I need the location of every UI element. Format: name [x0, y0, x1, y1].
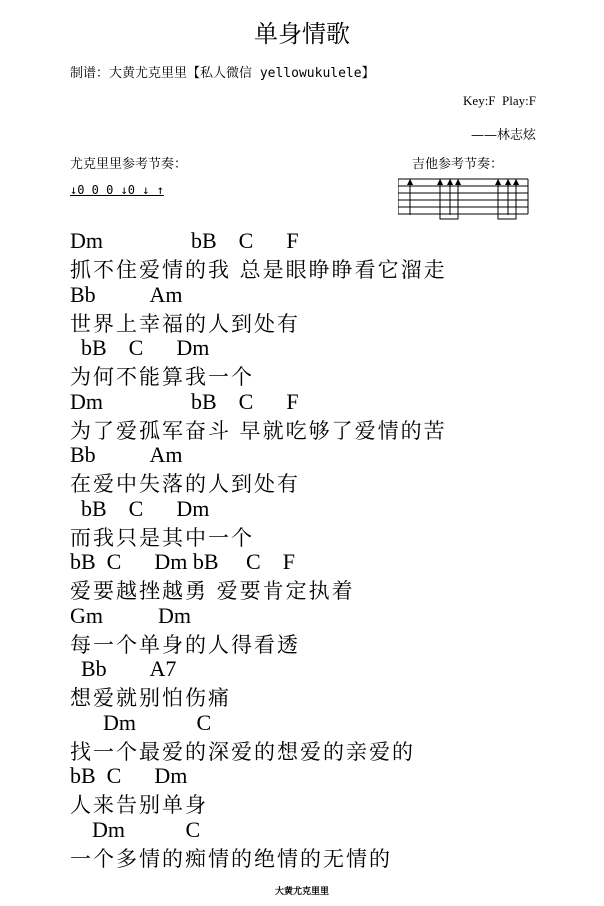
artist-name: ——林志炫 — [470, 128, 536, 143]
chord-line: Dm bB C F — [70, 228, 299, 253]
chord-line: bB C Dm — [70, 495, 210, 521]
page-title: 单身情歌 — [254, 20, 350, 48]
chord-line: Bb Am — [70, 442, 183, 467]
svg-text:▲: ▲ — [407, 177, 414, 186]
credit-line: 制谱：大黄尤克里里【私人微信 yellowukulele】 — [70, 66, 375, 81]
svg-text:▲: ▲ — [455, 177, 462, 186]
lyric-line: 为了爱孤军奋斗 早就吃够了爱情的苦 — [70, 418, 447, 443]
lyric-line: 世界上幸福的人到处有 — [70, 311, 300, 336]
chord-line: Bb Am — [70, 281, 183, 307]
ukulele-rhythm-label: 尤克里里参考节奏： — [70, 157, 188, 172]
lyric-line: 在爱中失落的人到处有 — [70, 472, 300, 496]
svg-text:▲: ▲ — [513, 177, 520, 186]
chord-line: Gm Dm — [70, 602, 191, 628]
chord-line: bB C Dm — [70, 763, 188, 788]
lyric-line: 为何不能算我一个 — [70, 365, 254, 389]
lyric-line: 而我只是其中一个 — [70, 525, 254, 550]
guitar-rhythm-tab — [398, 175, 530, 221]
key-play: Key:F Play:F — [463, 93, 536, 108]
footer-watermark: 大黄尤克里里 — [274, 887, 329, 897]
svg-text:▲: ▲ — [505, 177, 512, 186]
chord-line: bB C Dm bB C F — [70, 549, 295, 574]
lyric-line: 找一个最爱的深爱的想爱的亲爱的 — [70, 739, 415, 764]
lyric-line: 一个多情的痴情的绝情的无情的 — [70, 846, 392, 871]
svg-text:▲: ▲ — [495, 177, 502, 186]
svg-text:▲: ▲ — [437, 177, 444, 186]
lyric-line: 爱要越挫越勇 爱要肯定执着 — [70, 579, 355, 603]
lyric-line: 抓不住爱情的我 总是眼睁睁看它溜走 — [70, 258, 447, 282]
lyric-line: 人来告别单身 — [70, 793, 208, 817]
chord-line: Dm C — [70, 709, 212, 735]
guitar-rhythm-label: 吉他参考节奏： — [412, 157, 504, 172]
ukulele-rhythm-pattern: ↓0 0 0 ↓0 ↓ ↑ — [70, 183, 164, 197]
chord-line: Dm bB C F — [70, 388, 299, 414]
svg-text:▲: ▲ — [447, 177, 454, 186]
chord-line: bB C Dm — [70, 335, 210, 360]
chord-line: Dm C — [70, 816, 201, 842]
chord-line: Bb A7 — [70, 656, 177, 681]
lyric-line: 想爱就别怕伤痛 — [70, 686, 231, 710]
lyric-line: 每一个单身的人得看透 — [70, 632, 300, 657]
